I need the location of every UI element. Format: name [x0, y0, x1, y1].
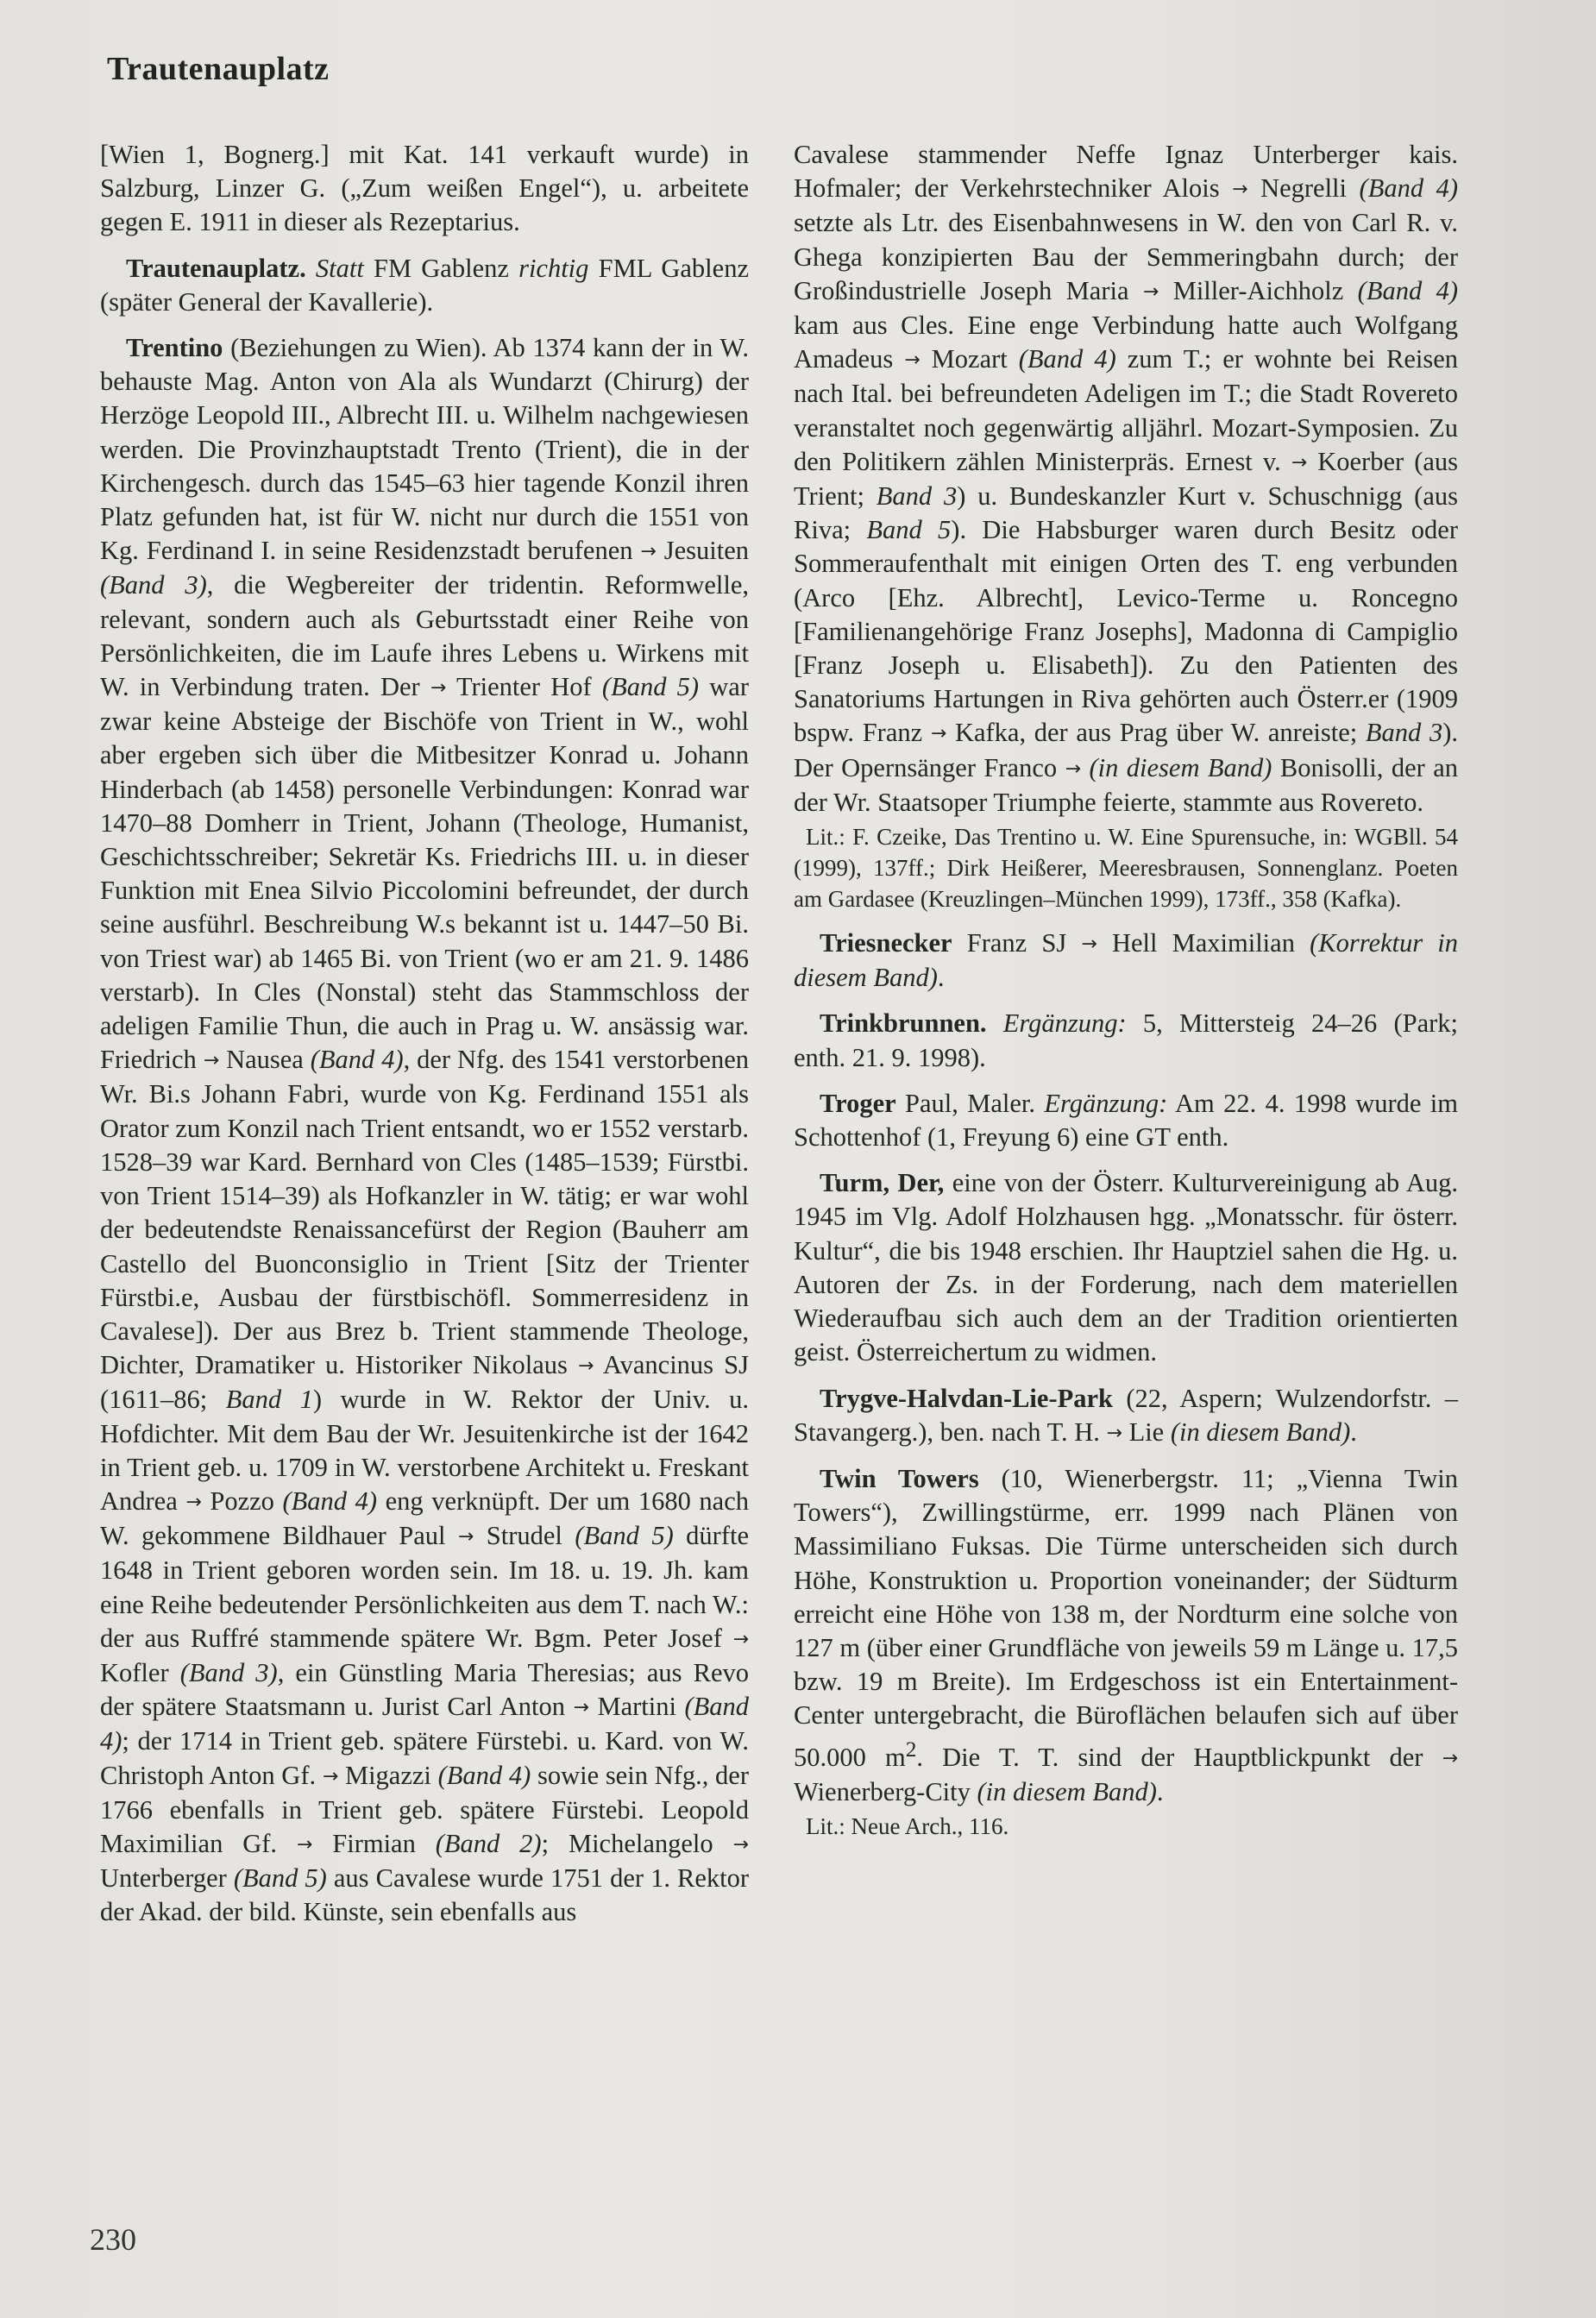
entry-text: Franz SJ → Hell Maximilian (Korrektur in diesem Band).	[794, 928, 1459, 993]
entry-text: eine von der Österr. Kulturvereinigung ab Aug. 1945 im Vlg. Adolf Holzhausen hgg. „Monatsschr. für österr. Kultur“, die bis 1948 erschien. Ihr Hauptziel sahen die Hg. u. Autoren der Zs. in der Forderung, nach dem materiellen Wiederaufbau sich auch dem an der Tradition orientierten geist. Österreichertum zu widmen.	[794, 1168, 1458, 1367]
lexicon-entry	[794, 1382, 1458, 1450]
entry-text: Statt FM Gablenz richtig FML Gablenz (später General der Kavallerie).	[100, 253, 749, 317]
lexicon-entry	[794, 1462, 1458, 1809]
entry-text: Lit.: Neue Arch., 116.	[806, 1813, 1009, 1840]
entry-text: Paul, Maler. Ergänzung: Am 22. 4. 1998 wurde im Schottenhof (1, Freyung 6) eine GT enth.	[794, 1088, 1458, 1153]
entry-lemma: Turm, Der,	[820, 1168, 945, 1198]
entry-text: (Beziehungen zu Wien). Ab 1374 kann der in W. behauste Mag. Anton von Ala als Wundarzt (Chirurg) der Herzöge Leopold III., Albrecht III. u. Wilhelm nachgewiesen werden. Die Provinzhauptstadt Trento (Trient), die in der Kirchengesch. durch das 1545–63 hier tagende Konzil ihren Platz gefunden hat, ist für W. nicht nur durch die 1551 von Kg. Ferdinand I. in seine Residenzstadt berufenen → Jesuiten (Band 3), die Wegbereiter der tridentin. Reformwelle, relevant, sondern auch als Geburtsstadt einer Reihe von Persönlichkeiten, die im Laufe ihres Lebens u. Wirkens mit W. in Verbindung traten. Der → Trienter Hof (Band 5) war zwar keine Absteige der Bischöfe von Trient in W., wohl aber ergeben sich über die Mitbesitzer Konrad u. Johann Hinderbach (ab 1458) personelle Verbindungen: Konrad war 1470–88 Domherr in Trient, Johann (Theologe, Humanist, Geschichtsschreiber; Sekretär Ks. Friedrichs III. u. in dieser Funktion mit Enea Silvio Piccolomini befreundet, der durch seine ausführl. Beschreibung W.s bekannt ist u. 1447–50 Bi. von Triest war) ab 1465 Bi. von Trient (wo er am 21. 9. 1486 verstarb). In Cles (Nonstal) steht das Stammschloss der adeligen Familie Thun, die auch in Prag u. W. ansässig war. Friedrich → Nausea (Band 4), der Nfg. des 1541 verstorbenen Wr. Bi.s Johann Fabri, wurde von Kg. Ferdinand 1551 als Orator zum Konzil nach Trient entsandt, wo er 1552 verstarb. 1528–39 war Kard. Bernhard von Cles (1485–1539; Fürstbi. von Trient 1514–39) als Hofkanzler in W. tätig; er war wohl der bedeutendste Renaissancefürst der Region (Bauherr am Castello del Buonconsiglio in Trient [Sitz der Trienter Fürstbi.e, Ausbau der fürstbischöfl. Sommerresidenz in Cavalese]). Der aus Brez b. Trient stammende Theologe, Dichter, Dramatiker u. Historiker Nikolaus → Avancinus SJ (1611–86; Band 1) wurde in W. Rektor der Univ. u. Hofdichter. Mit dem Bau der Wr. Jesuitenkirche ist der 1642 in Trient geb. u. 1709 in W. verstorbene Architekt u. Freskant Andrea → Pozzo (Band 4) eng verknüpft. Der um 1680 nach W. gekommene Bildhauer Paul → Strudel (Band 5) dürfte 1648 in Trient geboren worden sein. Im 18. u. 19. Jh. kam eine Reihe bedeutender Persönlichkeiten aus dem T. nach W.: der aus Ruffré stammende spätere Wr. Bgm. Peter Josef → Kofler (Band 3), ein Günstling Maria Theresias; aus Revo der spätere Staatsmann u. Jurist Carl Anton → Martini (Band 4); der 1714 in Trient geb. spätere Fürstebi. u. Kard. von W. Christoph Anton Gf. → Migazzi (Band 4) sowie sein Nfg., der 1766 ebenfalls in Trient geb. spätere Fürstebi. Leopold Maximilian Gf. → Firmian (Band 2); Michelangelo → Unterberger (Band 5) aus Cavalese wurde 1751 der 1. Rektor der Akad. der bild. Künste, sein ebenfalls aus	[100, 333, 750, 1927]
right-column	[794, 138, 1458, 1842]
literature-note	[794, 821, 1458, 914]
entry-lemma: Trentino	[126, 333, 223, 363]
literature-note	[794, 1811, 1458, 1842]
left-column	[100, 138, 749, 1930]
entry-lemma: Triesnecker	[820, 928, 952, 958]
entry-lemma: Twin Towers	[820, 1463, 979, 1493]
entry-text: (22, Aspern; Wulzendorfstr. – Stavangerg.), ben. nach T. H. → Lie (in diesem Band).	[794, 1383, 1459, 1447]
lexicon-entry	[100, 252, 749, 319]
page-number: 230	[90, 2222, 136, 2257]
entry-lemma: Trygve-Halvdan-Lie-Park	[820, 1383, 1113, 1413]
entry-text: (10, Wienerbergstr. 11; „Vienna Twin Towers“), Zwillingstürme, err. 1999 nach Plänen von Massimiliano Fuksas. Die Türme unterscheiden sich durch Höhe, Konstruktion u. Proportion voneinander; der Südturm erreicht eine Höhe von 138 m, der Nordturm eine solche von 127 m (über einer Grundfläche von jeweils 59 m Länge u. 17,5 bzw. 19 m Breite). Im Erdgeschoss ist ein Entertainment-Center untergebracht, die Büroflächen belaufen sich auf über 50.000 $m^2$. Die T. T. sind der Hauptblickpunkt der → Wienerberg-City (in diesem Band).	[794, 1463, 1458, 1806]
lexicon-entry	[100, 331, 749, 1930]
entry-text: Ergänzung: 5, Mittersteig 24–26 (Park; enth. 21. 9. 1998).	[794, 1008, 1458, 1072]
entry-lemma: Trautenauplatz.	[126, 253, 306, 283]
entry-text: Cavalese stammender Neffe Ignaz Unterberger kais. Hofmaler; der Verkehrstechniker Alois → Negrelli (Band 4) setzte als Ltr. des Eisenbahnwesens in W. den von Carl R. v. Ghega konzipierten Bau der Semmeringbahn durch; der Großindustrielle Joseph Maria → Miller-Aichholz (Band 4) kam aus Cles. Eine enge Verbindung hatte auch Wolfgang Amadeus → Mozart (Band 4) zum T.; er wohnte bei Reisen nach Ital. bei befreundeten Adeligen im T.; die Stadt Rovereto veranstaltet noch gegenwärtig alljährl. Mozart-Symposien. Zu den Politikern zählen Ministerpräs. Ernest v. → Koerber (aus Trient; Band 3) u. Bundeskanzler Kurt v. Schuschnigg (aus Riva; Band 5). Die Habsburger waren durch Besitz oder Sommeraufenthalt mit einigen Orten des T. eng verbunden (Arco [Ehz. Albrecht], Levico-Terme u. Roncegno [Familienangehörige Franz Josephs], Madonna di Campiglio [Franz Joseph u. Elisabeth]). Zu den Patienten des Sanatoriums Hartungen in Riva gehörten auch Österr.er (1909 bspw. Franz → Kafka, der aus Prag über W. anreiste; Band 3). Der Opernsänger Franco → (in diesem Band) Bonisolli, der an der Wr. Staatsoper Triumphe feierte, stammte aus Rovereto.	[794, 140, 1459, 817]
lexicon-entry	[794, 1007, 1458, 1074]
lexicon-entry	[794, 927, 1458, 995]
entry-lemma: Troger	[820, 1088, 896, 1118]
entry-continuation	[794, 138, 1458, 820]
entry-continuation	[100, 138, 749, 240]
entry-text: Lit.: F. Czeike, Das Trentino u. W. Eine Spurensuche, in: WGBll. 54 (1999), 137ff.; Dirk Heißerer, Meeresbrausen, Sonnenglanz. Poeten am Gardasee (Kreuzlingen–München 1999), 173ff., 358 (Kafka).	[794, 824, 1458, 913]
page-title: Trautenauplatz	[107, 51, 330, 87]
entry-text: [Wien 1, Bognerg.] mit Kat. 141 verkauft wurde) in Salzburg, Linzer G. („Zum weißen Engel“), u. arbeitete gegen E. 1911 in dieser als Rezeptarius.	[100, 140, 749, 237]
lexicon-entry	[794, 1166, 1458, 1369]
lexicon-entry	[794, 1087, 1458, 1154]
entry-lemma: Trinkbrunnen.	[820, 1008, 987, 1039]
